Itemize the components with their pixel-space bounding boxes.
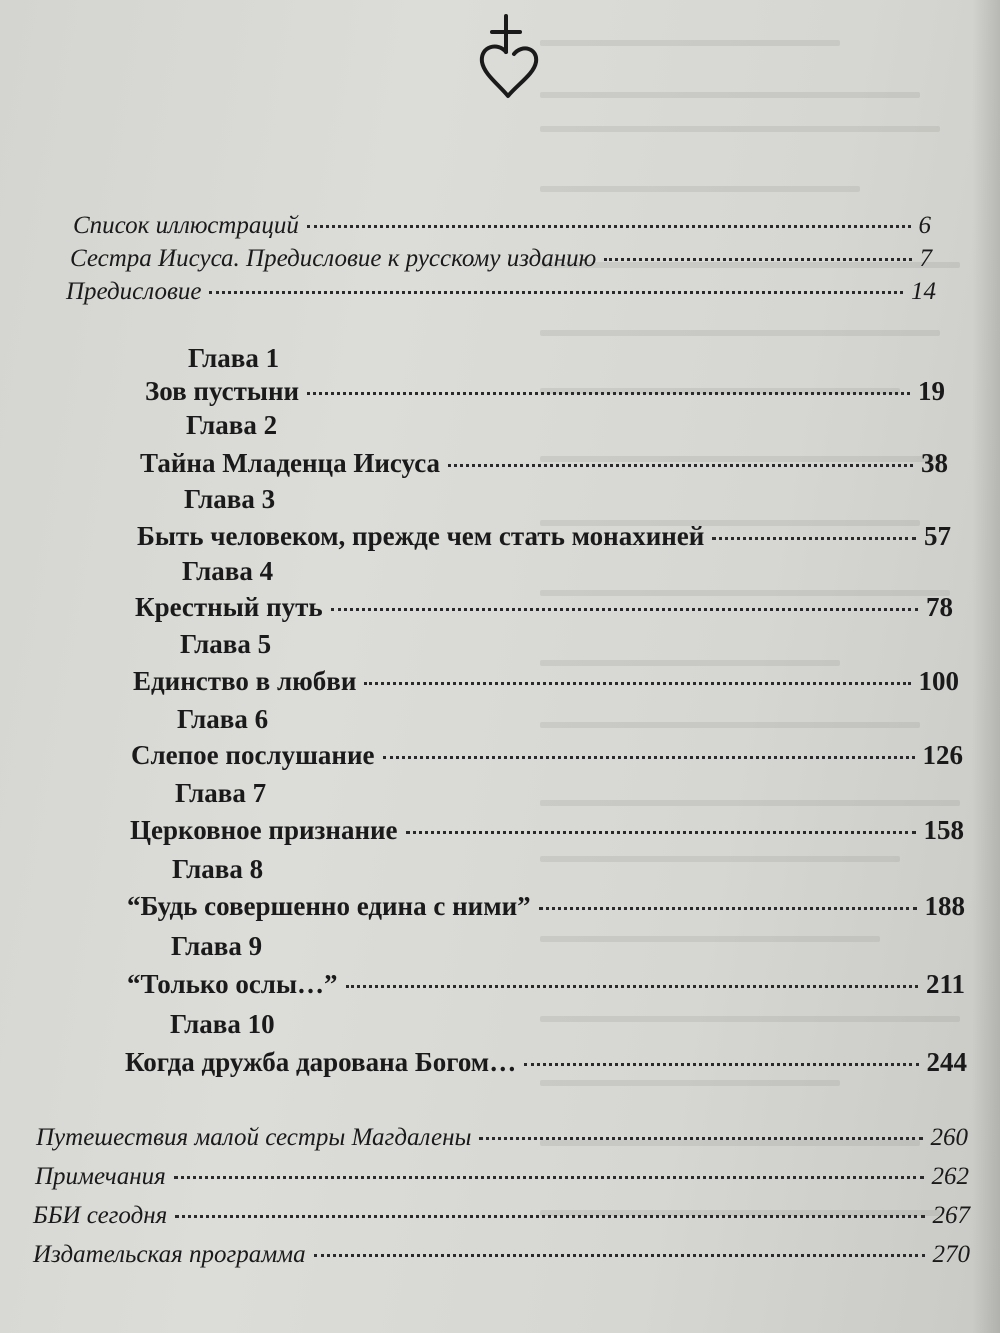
chapter-label: Глава 1 xyxy=(188,343,280,373)
toc-entry-title: Когда дружба дарована Богом… xyxy=(125,1047,517,1077)
toc-entry-title: ББИ сегодня xyxy=(33,1202,168,1229)
toc-entry-page: 100 xyxy=(918,666,959,696)
toc-entry-page: 188 xyxy=(924,891,965,921)
toc-entry[interactable] xyxy=(145,376,945,407)
dot-leader xyxy=(175,1215,924,1218)
dot-leader xyxy=(524,1063,918,1066)
toc-entry-title: “Будь совершенно едина с ними” xyxy=(127,891,531,921)
toc-entry-page: 6 xyxy=(918,212,931,239)
toc-entry[interactable] xyxy=(66,278,936,306)
toc-entry[interactable] xyxy=(73,212,931,240)
toc-entry-page: 78 xyxy=(926,592,953,622)
toc-entry[interactable] xyxy=(125,1047,967,1078)
toc-entry-title: Предисловие xyxy=(66,278,202,305)
toc-entry-page: 57 xyxy=(924,521,951,551)
toc-entry[interactable] xyxy=(70,245,932,273)
chapter-label: Глава 9 xyxy=(171,931,263,961)
chapter-label: Глава 10 xyxy=(170,1009,275,1039)
toc-entry-title: Слепое послушание xyxy=(131,740,375,770)
toc-entry-page: 19 xyxy=(918,376,945,406)
chapter-label: Глава 5 xyxy=(180,629,272,659)
toc-entry[interactable] xyxy=(131,740,963,771)
toc-entry-title: Крестный путь xyxy=(135,592,323,622)
toc-entry-title: Издательская программа xyxy=(33,1241,306,1268)
toc-entry-page: 38 xyxy=(921,448,948,478)
toc-entry-page: 244 xyxy=(926,1047,967,1077)
dot-leader xyxy=(209,291,903,294)
toc-entry-page: 262 xyxy=(931,1163,969,1190)
dot-leader xyxy=(448,464,913,467)
toc-entry[interactable] xyxy=(135,592,953,623)
toc-entry-title: Сестра Иисуса. Предисловие к русскому изданию xyxy=(70,245,597,272)
dot-leader xyxy=(307,392,910,395)
dot-leader xyxy=(712,537,916,540)
toc-entry-title: Церковное признание xyxy=(130,815,398,845)
toc-entry-title: Единство в любви xyxy=(133,666,357,696)
toc-entry[interactable] xyxy=(33,1202,970,1230)
dot-leader xyxy=(174,1176,924,1179)
toc-entry[interactable] xyxy=(35,1163,969,1191)
toc-entry-title: “Только ослы…” xyxy=(127,969,338,999)
dot-leader xyxy=(406,831,916,834)
dot-leader xyxy=(539,907,917,910)
toc-entry-page: 14 xyxy=(911,278,936,305)
chapter-label: Глава 7 xyxy=(175,778,267,808)
chapter-label: Глава 2 xyxy=(186,410,278,440)
page-edge-shadow xyxy=(972,0,1000,1333)
dot-leader xyxy=(307,225,911,228)
dot-leader xyxy=(346,985,918,988)
toc-entry-title: Примечания xyxy=(35,1163,166,1190)
toc-entry-page: 270 xyxy=(932,1241,970,1268)
toc-entry-title: Быть человеком, прежде чем стать монахиней xyxy=(137,521,705,551)
toc-entry-title: Зов пустыни xyxy=(145,376,300,406)
toc-entry[interactable] xyxy=(137,521,951,552)
toc-entry-page: 211 xyxy=(925,969,965,999)
toc-entry-page: 158 xyxy=(923,815,964,845)
toc-entry-title: Тайна Младенца Иисуса xyxy=(140,448,441,478)
toc-entry-page: 260 xyxy=(930,1124,968,1151)
toc-entry[interactable] xyxy=(130,815,964,846)
toc-entry-title: Список иллюстраций xyxy=(73,212,299,239)
toc-entry[interactable] xyxy=(127,891,965,922)
dot-leader xyxy=(479,1137,922,1140)
dot-leader xyxy=(383,756,915,759)
chapter-label: Глава 6 xyxy=(177,704,269,734)
toc-entry[interactable] xyxy=(133,666,959,697)
toc-entry[interactable] xyxy=(140,448,948,479)
toc-entry[interactable] xyxy=(36,1124,968,1152)
chapter-label: Глава 8 xyxy=(172,854,264,884)
toc-entry[interactable] xyxy=(33,1241,970,1269)
dot-leader xyxy=(314,1254,925,1257)
chapter-label: Глава 4 xyxy=(182,556,274,586)
toc-entry-page: 267 xyxy=(932,1202,970,1229)
chapter-label: Глава 3 xyxy=(184,484,276,514)
toc-entry-page: 7 xyxy=(919,245,932,272)
toc-entry-page: 126 xyxy=(922,740,963,770)
dot-leader xyxy=(604,258,911,261)
toc-entry[interactable] xyxy=(127,969,965,1000)
dot-leader xyxy=(331,608,918,611)
dot-leader xyxy=(364,682,910,685)
toc-entry-title: Путешествия малой сестры Магдалены xyxy=(36,1124,472,1151)
